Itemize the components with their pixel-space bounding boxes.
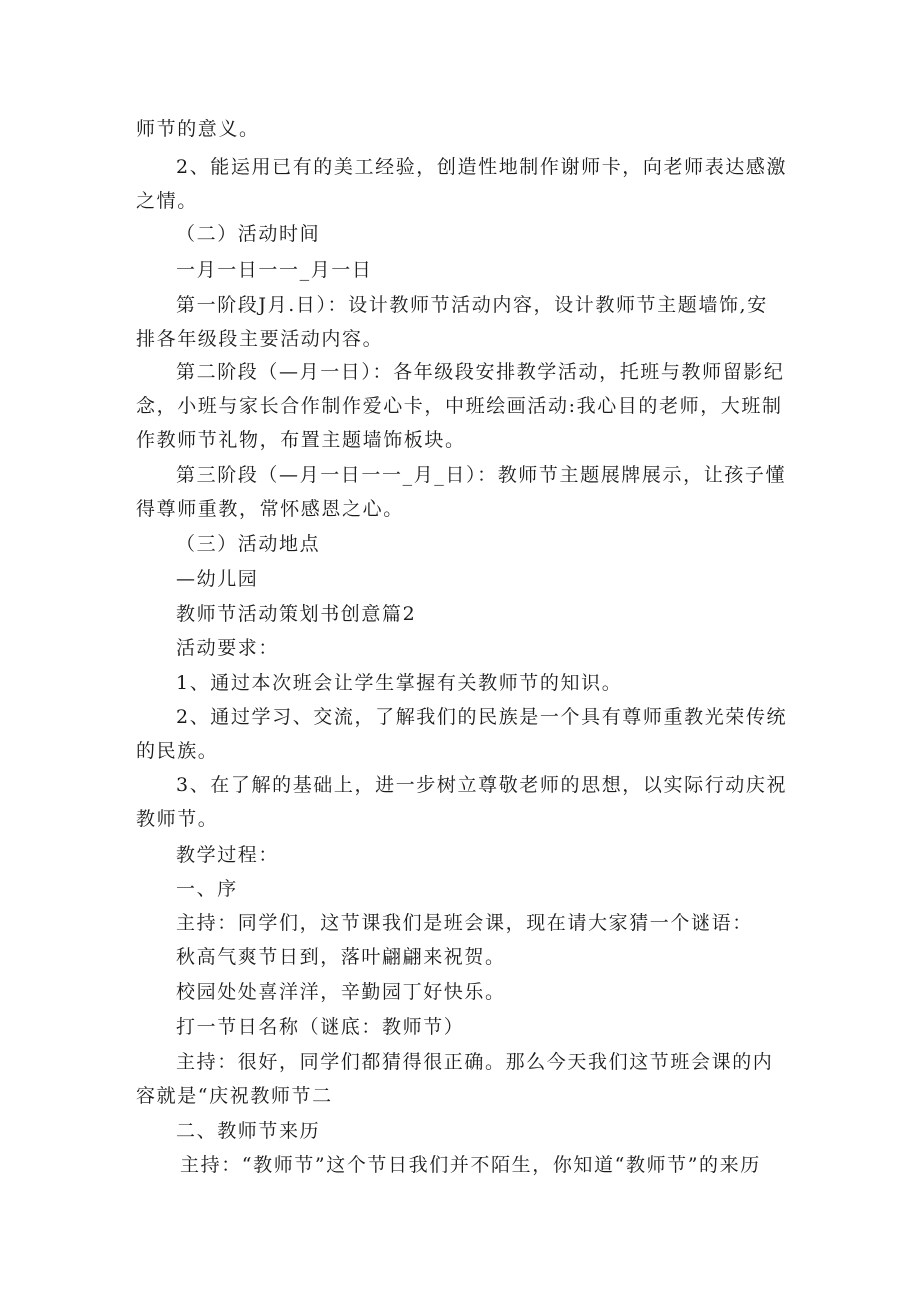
- paragraph-riddle-answer: 打一节日名称（谜底：教师节）: [176, 1016, 465, 1038]
- paragraph-stage-2: 第二阶段（—月一日）：各年级段安排教学活动，托班与教师留影纪念，小班与家长合作制作爱心卡，中班绘画活动:我心目的老师，大班制作教师节礼物，布置主题墙饰板块。: [136, 361, 785, 451]
- section-heading-time: （二）活动时间: [176, 223, 321, 245]
- paragraph-part-1: 一、序: [176, 878, 238, 900]
- paragraph-riddle-2: 校园处处喜洋洋，辛勤园丁好快乐。: [176, 981, 506, 1003]
- paragraph-1: 师节的意义。: [136, 118, 260, 140]
- paragraph-stage-1: 第一阶段J月.日）：设计教师节活动内容，设计教师节主题墙饰,安排各年级段主要活动内容。: [136, 294, 768, 350]
- paragraph-stage-3: 第三阶段（—月一日一一_月_日）：教师节主题展牌展示，让孩子懂得尊师重教，常怀感恩之心。: [136, 464, 787, 520]
- paragraph-dates: 一月一日一一_月一日: [176, 259, 373, 281]
- paragraph-requirements-heading: 活动要求：: [176, 637, 280, 659]
- paragraph-requirement-3: 3、在了解的基础上，进一步树立尊敬老师的思想，以实际行动庆祝教师节。: [136, 774, 788, 830]
- paragraph-part-2: 二、教师节来历: [176, 1120, 321, 1142]
- paragraph-host-3: 主持：“教师节”这个节日我们并不陌生，你知道“教师节”的来历: [180, 1154, 761, 1176]
- paragraph-requirement-1: 1、通过本次班会让学生掌握有关教师节的知识。: [176, 672, 623, 694]
- paragraph-host-1: 主持：同学们，这节课我们是班会课，现在请大家猜一个谜语：: [176, 912, 753, 934]
- section-heading-place: （三）活动地点: [176, 533, 321, 555]
- paragraph-process-heading: 教学过程：: [176, 844, 280, 866]
- paragraph-host-2: 主持：很好，同学们都猜得很正确。那么今天我们这节班会课的内容就是“庆祝教师节二: [136, 1051, 774, 1107]
- paragraph-riddle-1: 秋高气爽节日到，落叶翩翩来祝贺。: [176, 946, 506, 968]
- paragraph-2: 2、能运用已有的美工经验，创造性地制作谢师卡，向老师表达感激之情。: [136, 156, 788, 212]
- paragraph-place: —幼儿园: [176, 568, 259, 590]
- article-title: 教师节活动策划书创意篇2: [176, 603, 417, 625]
- paragraph-requirement-2: 2、通过学习、交流，了解我们的民族是一个具有尊师重教光荣传统的民族。: [136, 706, 788, 762]
